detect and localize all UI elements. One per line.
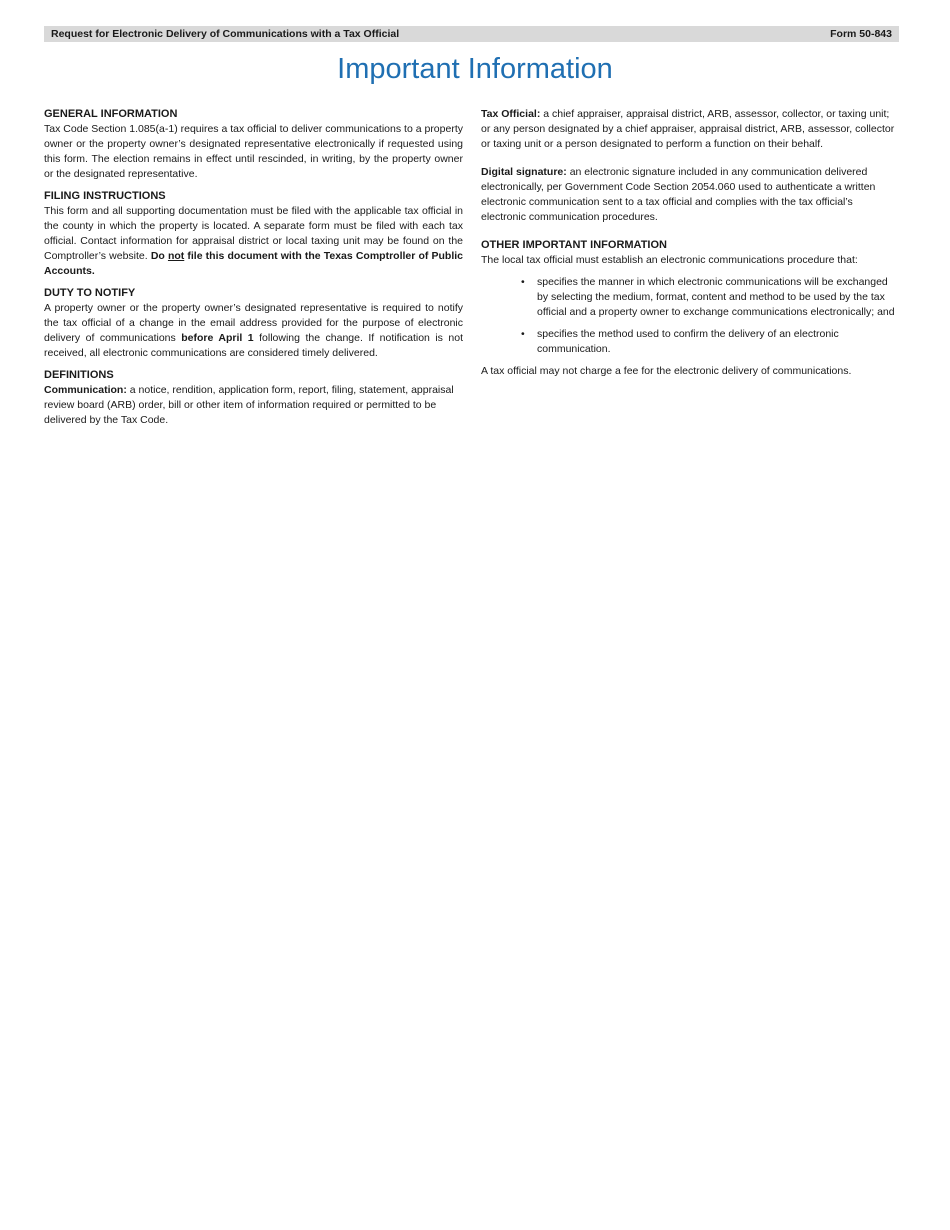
page-title: Important Information bbox=[337, 53, 613, 85]
list-item-text: specifies the method used to confirm the delivery of an electronic communication. bbox=[537, 328, 839, 355]
tax-official-term: Tax Official: bbox=[481, 108, 541, 120]
duty-text-before: A property owner or the property owner’s designated representative is required to notify the tax official of a change in the email address provided for the purpose of electronic delivery of communications bbox=[44, 302, 463, 344]
definitions-heading: DEFINITIONS bbox=[44, 369, 114, 381]
filing-instructions-body: This form and all supporting documentation must be filed with the applicable tax official in the county in which the property is located. A separate form must be filed with each tax official. Contact information for appraisal district or local taxing unit may be found on the Comptroller’s website. bbox=[44, 205, 463, 262]
general-information-heading: GENERAL INFORMATION bbox=[44, 108, 178, 120]
right-column bbox=[481, 107, 899, 379]
communication-term: Communication: bbox=[44, 384, 127, 396]
fee-note: A tax official may not charge a fee for the electronic delivery of communications. bbox=[481, 365, 852, 377]
form-header-bar bbox=[44, 26, 899, 42]
duty-to-notify-heading: DUTY TO NOTIFY bbox=[44, 287, 136, 299]
other-important-information-heading: OTHER IMPORTANT INFORMATION bbox=[481, 239, 667, 251]
list-item bbox=[517, 327, 899, 357]
duty-text-after: following the change. If notification is not received, all electronic communications are considered timely delivered. bbox=[44, 332, 463, 359]
definitions-section bbox=[44, 368, 463, 428]
do-label: Do bbox=[150, 250, 165, 262]
procedure-intro: The local tax official must establish an electronic communications procedure that: bbox=[481, 254, 858, 266]
digital-signature-definition bbox=[481, 165, 899, 225]
general-information-text: Tax Code Section 1.085(a-1) requires a tax official to deliver communications to a property owner or the property owner’s designated representative electronically if requested using this form. The election remains in effect until rescinded, in writing, by the property owner or the designated representative. bbox=[44, 123, 463, 180]
digital-signature-term: Digital signature: bbox=[481, 166, 567, 178]
filing-instructions-heading: FILING INSTRUCTIONS bbox=[44, 190, 166, 202]
communication-definition-text: a notice, rendition, application form, report, filing, statement, appraisal review board (ARB) order, bill or other item of information required or permitted to be delivered by the Tax Code. bbox=[44, 384, 454, 426]
digital-signature-definition-text: an electronic signature included in any communication delivered electronically, per Government Code Section 2054.060 used to authenticate a written electronic communication sent to a tax official and complies with the tax official’s electronic communication procedures. bbox=[481, 166, 876, 223]
tax-official-definition-text: a chief appraiser, appraisal district, ARB, assessor, collector, or taxing unit; or any person designated by a chief appraiser, appraisal district, ARB, assessor, collector or taxing unit or a person designated to perform a function on their behalf. bbox=[481, 108, 895, 150]
deadline-text: before April 1 bbox=[181, 332, 254, 344]
form-number: Form 50-843 bbox=[830, 28, 892, 40]
form-title: Request for Electronic Delivery of Communications with a Tax Official bbox=[51, 28, 400, 40]
procedure-list bbox=[481, 275, 899, 357]
bullet-icon: • bbox=[521, 328, 525, 340]
list-item bbox=[517, 275, 899, 320]
duty-to-notify-section bbox=[44, 286, 463, 361]
do-not-file-warning: file this document with the Texas Comptroller of Public Accounts. bbox=[44, 250, 464, 277]
left-column bbox=[44, 107, 463, 428]
not-label: not bbox=[167, 250, 185, 262]
general-information-section bbox=[44, 107, 463, 182]
list-item-text: specifies the manner in which electronic communications will be exchanged by selecting the medium, format, content and method to be used by the tax official and a property owner to exchange communications electronically; and bbox=[537, 276, 895, 318]
bullet-icon: • bbox=[521, 276, 525, 288]
filing-instructions-text bbox=[44, 204, 463, 279]
filing-instructions-section bbox=[44, 189, 463, 279]
tax-official-definition bbox=[481, 107, 899, 152]
communication-definition bbox=[44, 383, 463, 428]
other-important-information-section bbox=[481, 238, 899, 379]
duty-to-notify-text bbox=[44, 301, 463, 361]
